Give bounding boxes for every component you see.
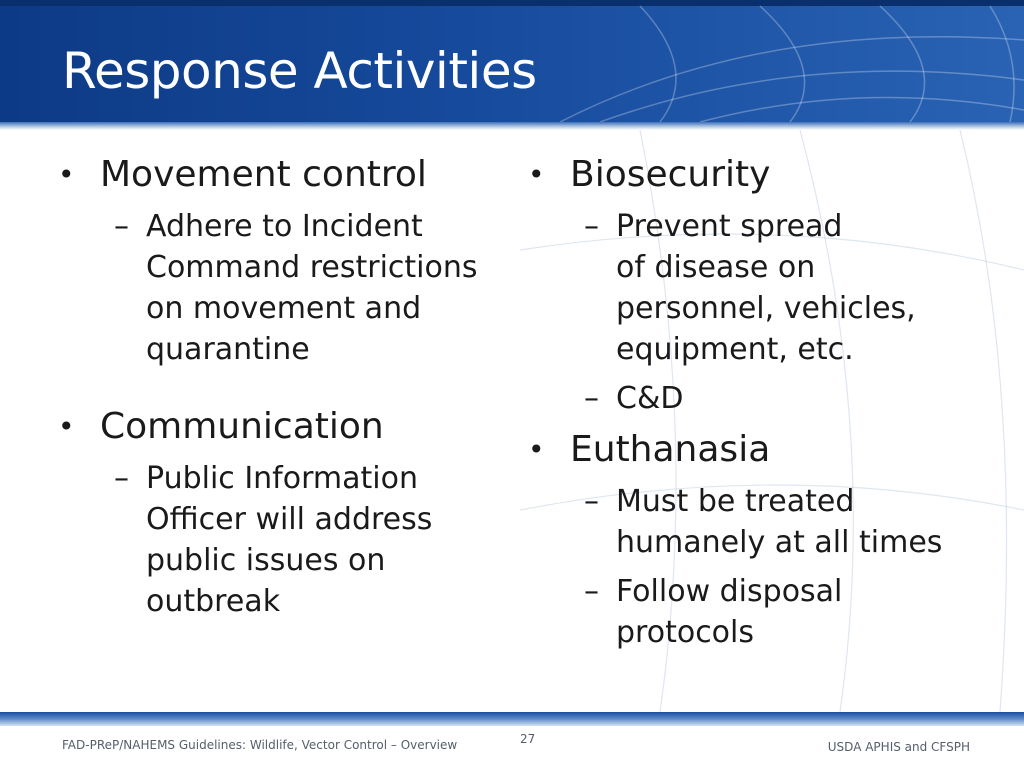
page-number: 27 bbox=[520, 732, 536, 746]
dash-marker: – bbox=[584, 381, 599, 416]
sub-bullet-euthanasia-humane bbox=[584, 481, 998, 563]
dash-marker: – bbox=[584, 484, 599, 519]
right-column bbox=[528, 152, 998, 653]
sub-bullet-text: Adhere to Incident Command restrictions on movement and quarantine bbox=[146, 209, 478, 367]
sub-bullet-communication bbox=[114, 458, 528, 622]
sub-bullet-text: C&D bbox=[616, 381, 684, 416]
footer-right-text: USDA APHIS and CFSPH bbox=[827, 740, 970, 754]
bullet-marker: • bbox=[58, 410, 75, 443]
sub-bullet-euthanasia-disposal bbox=[584, 571, 998, 653]
bullet-marker: • bbox=[528, 433, 545, 466]
bullet-marker: • bbox=[58, 158, 75, 191]
bullet-text: Communication bbox=[100, 406, 384, 447]
bullet-euthanasia bbox=[528, 427, 998, 473]
bullet-text: Movement control bbox=[100, 154, 427, 195]
footer-left-text: FAD-PReP/NAHEMS Guidelines: Wildlife, Vector Control – Overview bbox=[62, 738, 458, 752]
sub-bullet-text: Follow disposal protocols bbox=[616, 574, 843, 650]
footer-band bbox=[0, 712, 1024, 726]
bullet-text: Euthanasia bbox=[570, 429, 771, 470]
bullet-biosecurity bbox=[528, 152, 998, 198]
bullet-text: Biosecurity bbox=[570, 154, 771, 195]
header-bottom-band bbox=[0, 122, 1024, 130]
left-column bbox=[58, 152, 528, 622]
slide-header bbox=[0, 0, 1024, 122]
dash-marker: – bbox=[114, 461, 129, 496]
bullet-movement-control bbox=[58, 152, 528, 198]
sub-bullet-text: Must be treated humanely at all times bbox=[616, 484, 943, 560]
bullet-marker: • bbox=[528, 158, 545, 191]
sub-bullet-movement-control bbox=[114, 206, 528, 370]
bullet-communication bbox=[58, 404, 528, 450]
dash-marker: – bbox=[114, 209, 129, 244]
slide-title: Response Activities bbox=[62, 42, 537, 100]
sub-bullet-text: Prevent spread of disease on personnel, vehicles, equipment, etc. bbox=[616, 209, 916, 367]
dash-marker: – bbox=[584, 209, 599, 244]
sub-bullet-biosecurity-cd bbox=[584, 378, 998, 419]
sub-bullet-text: Public Information Officer will address public issues on outbreak bbox=[146, 461, 433, 619]
sub-bullet-biosecurity-prevent-spread bbox=[584, 206, 998, 370]
dash-marker: – bbox=[584, 574, 599, 609]
